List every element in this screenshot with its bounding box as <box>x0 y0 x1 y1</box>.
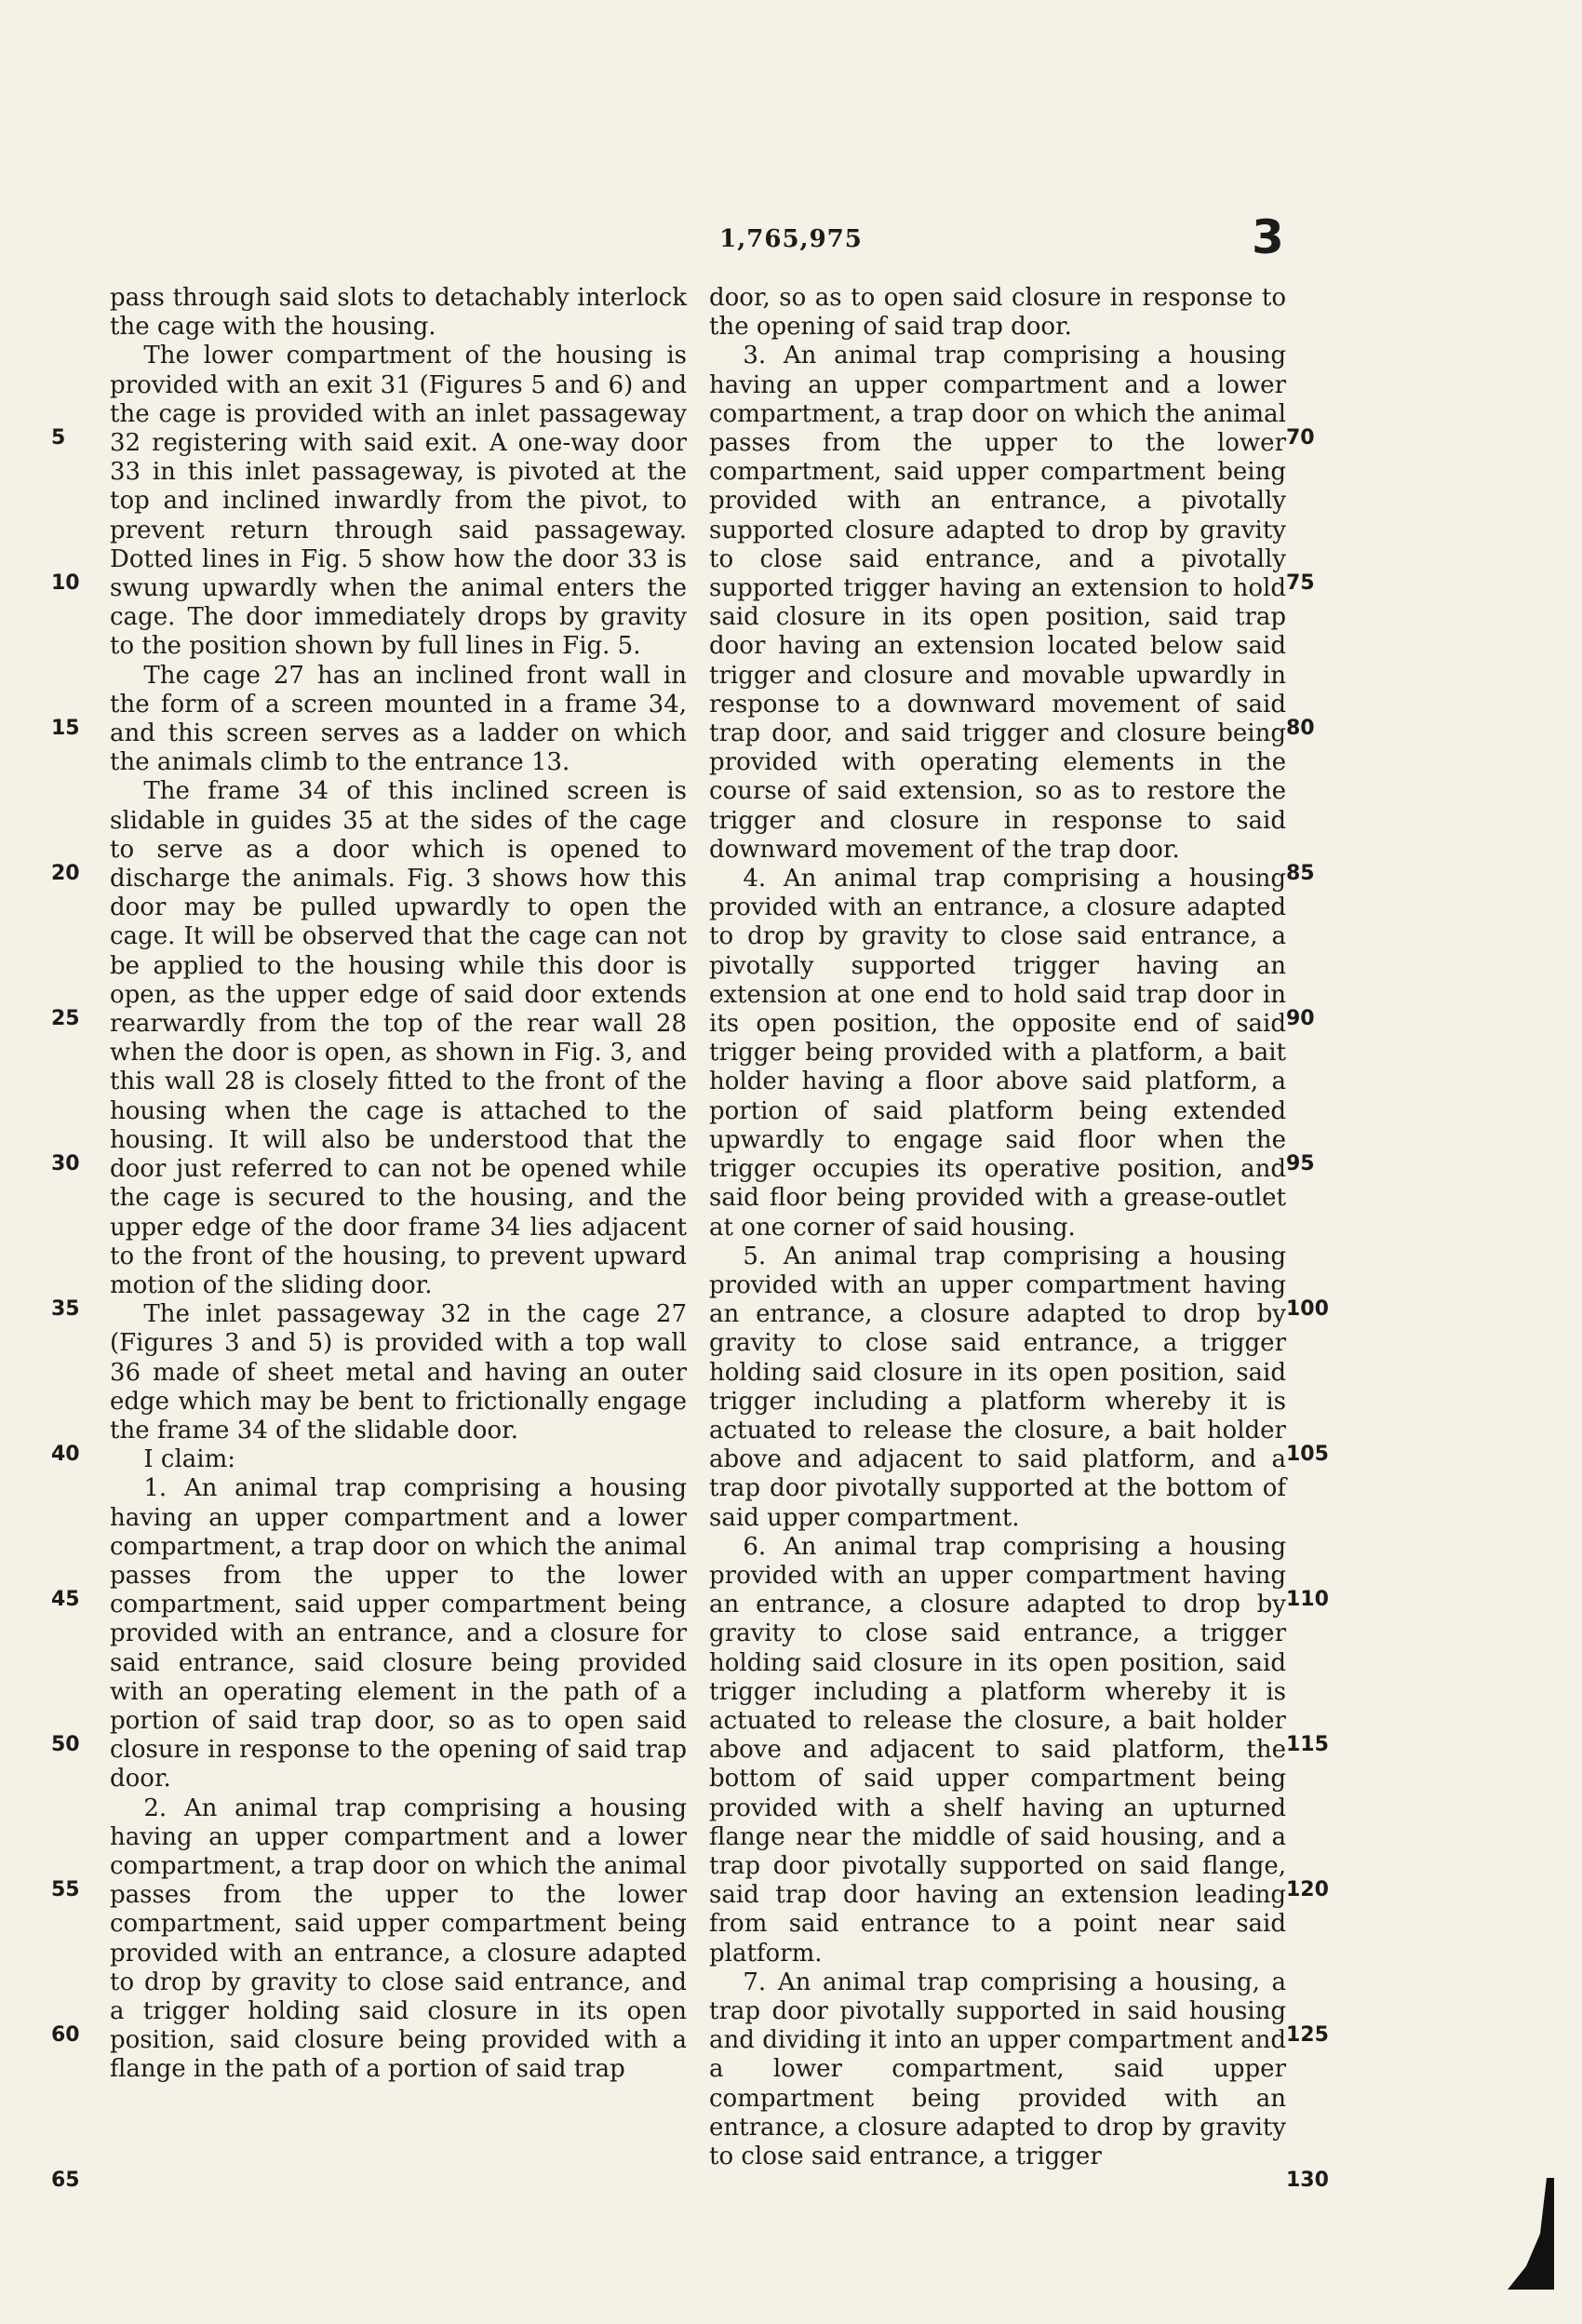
line-number: 120 <box>1286 1878 1329 1901</box>
line-number: 50 <box>51 1733 80 1756</box>
line-number: 85 <box>1286 862 1315 885</box>
left-paragraph: The inlet passageway 32 in the cage 27 (Figures 3 and 5) is provided with a top wall 36 made of sheet metal and having an outer edge which may be bent to frictionally engage the frame 34 of the slidable door. <box>110 1300 687 1444</box>
left-paragraph: The frame 34 of this inclined screen is slidable in guides 35 at the sides of the cage to serve as a door which is opened to discharge the animals. Fig. 3 shows how this door may be pulled upwardly to open the cage. It will be observed that the cage can not be applied to the housing while this door is open, as the upper edge of said door extends rearwardly from the top of the rear wall 28 when the door is open, as shown in Fig. 3, and this wall 28 is closely fitted to the front of the housing when the cage is attached to the housing. It will also be understood that the door just referred to can not be opened while the cage is secured to the housing, and the upper edge of the door frame 34 lies adjacent to the front of the housing, to prevent upward motion of the sliding door. <box>110 777 687 1299</box>
line-number: 115 <box>1286 1733 1329 1756</box>
line-number: 110 <box>1286 1588 1329 1611</box>
line-number: 100 <box>1286 1297 1329 1321</box>
line-number: 25 <box>51 1007 80 1030</box>
line-number: 70 <box>1286 426 1315 450</box>
right-paragraph: door, so as to open said closure in response to the opening of said trap door. <box>709 284 1286 342</box>
line-number: 75 <box>1286 571 1315 595</box>
line-number: 105 <box>1286 1443 1329 1466</box>
line-number: 65 <box>51 2169 80 2192</box>
page-number: 3 <box>1252 210 1284 264</box>
right-column <box>709 284 1286 2171</box>
line-number: 15 <box>51 717 80 740</box>
line-number: 60 <box>51 2023 80 2047</box>
left-paragraph: The lower compartment of the housing is provided with an exit 31 (Figures 5 and 6) and the cage is provided with an inlet passageway 32 registering with said exit. A one-way door 33 in this inlet passageway, is pivoted at the top and inclined inwardly from the pivot, to prevent return through said passageway. Dotted lines in Fig. 5 show how the door 33 is swung upwardly when the animal enters the cage. The door immediately drops by gravity to the position shown by full lines in Fig. 5. <box>110 342 687 661</box>
line-number: 90 <box>1286 1007 1315 1030</box>
line-number: 10 <box>51 571 80 595</box>
line-number: 40 <box>51 1443 80 1466</box>
claim-3: 3. An animal trap comprising a housing having an upper compartment and a lower compartment, a trap door on which the animal passes from the upper to the lower compartment, said upper compartment being provided with an entrance, a pivotally supported closure adapted to drop by gravity to close said entrance, and a pivotally supported trigger having an extension to hold said closure in its open position, said trap door having an extension located below said trigger and closure and movable upwardly in response to a downward movement of said trap door, and said trigger and closure being provided with operating elements in the course of said extension, so as to restore the trigger and closure in response to said downward movement of the trap door. <box>709 342 1286 864</box>
left-paragraph: The cage 27 has an inclined front wall in the form of a screen mounted in a frame 34, and this screen serves as a ladder on which the animals climb to the entrance 13. <box>110 661 687 777</box>
claims-heading: I claim: <box>143 1445 236 1474</box>
claim-2: 2. An animal trap comprising a housing having an upper compartment and a lower compartment, a trap door on which the animal passes from the upper to the lower compartment, said upper compartment being provided with an entrance, a closure adapted to drop by gravity to close said entrance, and a trigger holding said closure in its open position, said closure being provided with a flange in the path of a portion of said trap <box>110 1793 687 2084</box>
corner-mark-icon <box>1498 2178 1554 2290</box>
left-column <box>110 284 687 2085</box>
line-number: 80 <box>1286 717 1315 740</box>
line-number: 30 <box>51 1152 80 1175</box>
line-number: 55 <box>51 1878 80 1901</box>
claim-1: 1. An animal trap comprising a housing having an upper compartment and a lower compartment, a trap door on which the animal passes from the upper to the lower compartment, said upper compartment being provided with an entrance, and a closure for said entrance, said closure being provided with an operating element in the path of a portion of said trap door, so as to open said closure in response to the opening of said trap door. <box>110 1474 687 1793</box>
patent-number: 1,765,975 <box>719 225 863 253</box>
line-number: 5 <box>51 426 66 450</box>
claim-4: 4. An animal trap comprising a housing provided with an entrance, a closure adapted to drop by gravity to close said entrance, a pivotally supported trigger having an extension at one end to hold said trap door in its open position, the opposite end of said trigger being provided with a platform, a bait holder having a floor above said platform, a portion of said platform being extended upwardly to engage said floor when the trigger occupies its operative position, and said floor being provided with a grease-outlet at one corner of said housing. <box>709 865 1286 1242</box>
line-number: 20 <box>51 862 80 885</box>
claim-7: 7. An animal trap comprising a housing, a trap door pivotally supported in said housing and dividing it into an upper compartment and a lower compartment, said upper compartment being provided with an entrance, a closure adapted to drop by gravity to close said entrance, a trigger <box>709 1968 1286 2170</box>
claim-5: 5. An animal trap comprising a housing provided with an upper compartment having an entrance, a closure adapted to drop by gravity to close said entrance, a trigger holding said closure in its open position, said trigger including a platform whereby it is actuated to release the closure, a bait holder above and adjacent to said platform, and a trap door pivotally supported at the bottom of said upper compartment. <box>709 1242 1286 1532</box>
line-number: 35 <box>51 1297 80 1321</box>
line-number: 95 <box>1286 1152 1315 1175</box>
line-number: 45 <box>51 1588 80 1611</box>
line-number: 125 <box>1286 2023 1329 2047</box>
claim-6: 6. An animal trap comprising a housing provided with an upper compartment having an entrance, a closure adapted to drop by gravity to close said entrance, a trigger holding said closure in its open position, said trigger including a platform whereby it is actuated to release the closure, a bait holder above and adjacent to said platform, the bottom of said upper compartment being provided with a shelf having an upturned flange near the middle of said housing, and a trap door pivotally supported on said flange, said trap door having an extension leading from said entrance to a point near said platform. <box>709 1532 1286 1968</box>
line-number: 130 <box>1286 2169 1329 2192</box>
left-paragraph: pass through said slots to detachably interlock the cage with the housing. <box>110 284 687 342</box>
